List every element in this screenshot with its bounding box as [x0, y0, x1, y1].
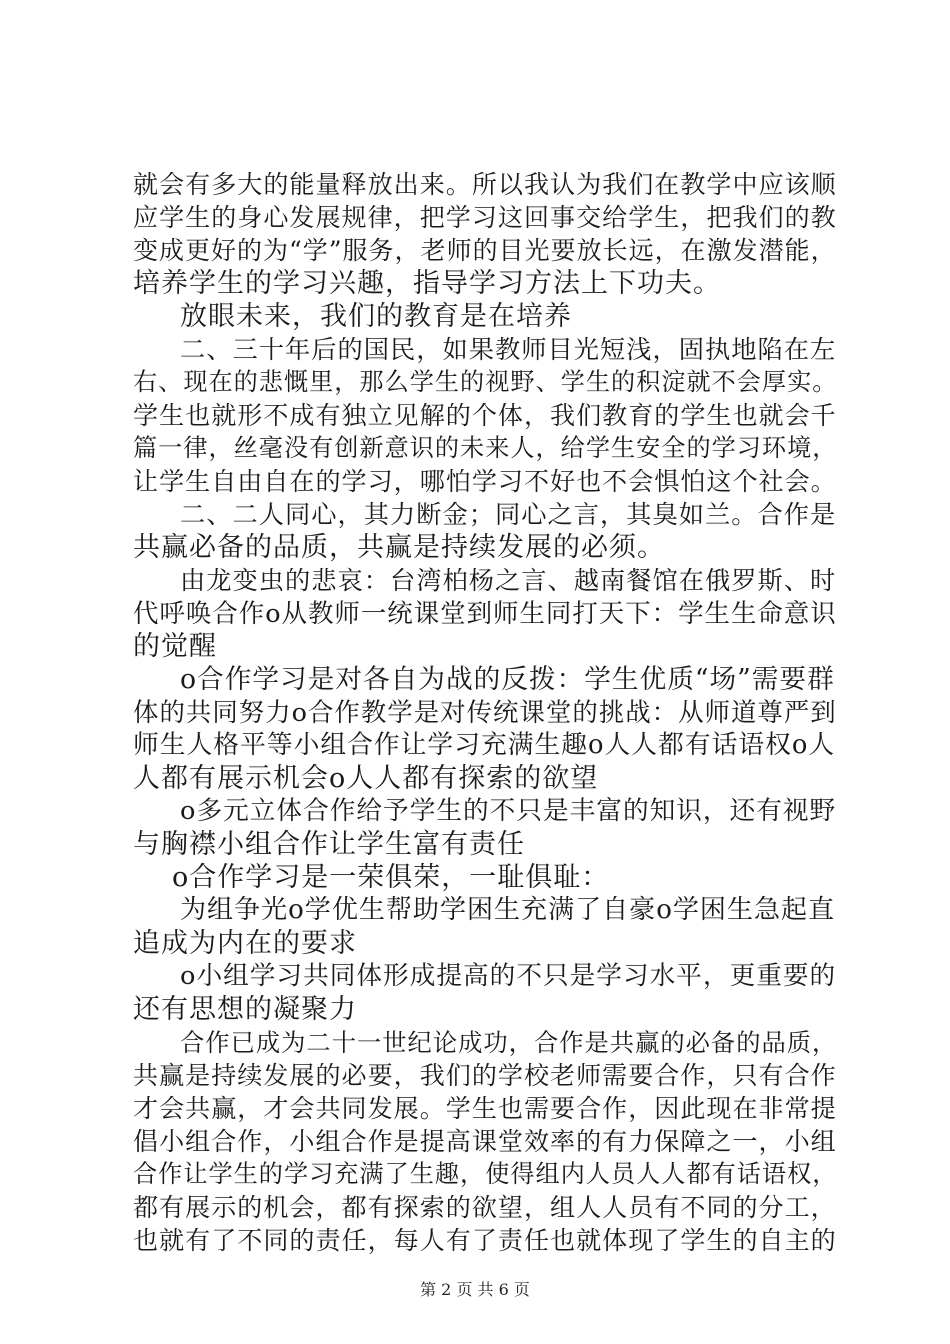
- text-line: 合作让学生的学习充满了生趣，使得组内人员人人都有话语权，: [133, 1160, 838, 1188]
- text-line: 学生也就形不成有独立见解的个体，我们教育的学生也就会千: [133, 401, 837, 430]
- text-line: 由龙变虫的悲哀：台湾柏杨之言、越南餐馆在俄罗斯、时: [180, 566, 837, 595]
- text-line: o多元立体合作给予学生的不只是丰富的知识，还有视野: [180, 796, 837, 826]
- text-line: 合作已成为二十一世纪论成功，合作是共赢的必备的品质，: [180, 1028, 838, 1057]
- text-line: 变成更好的为“学”服务，老师的目光要放长远，在激发潜能，: [133, 236, 837, 265]
- text-line: 应学生的身心发展规律，把学习这回事交给学生，把我们的教: [133, 203, 837, 232]
- text-line: 让学生自由自在的学习，哪怕学习不好也不会惧怕这个社会。: [133, 467, 837, 496]
- text-line: 代呼唤合作o从教师一统课堂到师生同打天下：学生生命意识: [133, 598, 837, 628]
- text-line: 与胸襟小组合作让学生富有责任: [133, 829, 525, 860]
- text-line: 共赢必备的品质，共赢是持续发展的必须。: [133, 532, 665, 563]
- text-line: 就会有多大的能量释放出来。所以我认为我们在教学中应该顺: [133, 170, 837, 199]
- text-line: 还有思想的凝聚力: [133, 994, 357, 1025]
- text-line: 右、现在的悲慨里，那么学生的视野、学生的积淀就不会厚实。: [133, 368, 838, 396]
- text-line: 体的共同努力o合作教学是对传统课堂的挑战：从师道尊严到: [133, 697, 837, 727]
- text-line: o合作学习是对各自为战的反拨：学生优质“场”需要群: [180, 664, 835, 695]
- text-line: 篇一律，丝毫没有创新意识的未来人，给学生安全的学习环境，: [133, 434, 838, 462]
- text-line: o小组学习共同体形成提高的不只是学习水平，更重要的: [180, 961, 837, 991]
- text-line: 也就有了不同的责任，每人有了责任也就体现了学生的自主的: [133, 1226, 837, 1255]
- text-line: 共赢是持续发展的必要，我们的学校老师需要合作，只有合作: [133, 1061, 837, 1090]
- text-line: 二、二人同心，其力断金；同心之言，其臭如兰。合作是: [180, 500, 837, 529]
- text-line: 培养学生的学习兴趣，指导学习方法上下功夫。: [133, 268, 721, 299]
- page-footer: 第 2 页 共 6 页: [420, 1280, 530, 1299]
- text-line: 都有展示的机会，都有探索的欲望，组人人员有不同的分工，: [133, 1193, 837, 1222]
- text-line: 倡小组合作，小组合作是提高课堂效率的有力保障之一，小组: [133, 1127, 837, 1156]
- text-line: 的觉醒: [133, 631, 217, 662]
- text-line: 放眼未来，我们的教育是在培养: [180, 301, 572, 332]
- text-line: o合作学习是一荣俱荣，一耻俱耻：: [172, 862, 610, 893]
- text-line: 追成为内在的要求: [133, 928, 357, 959]
- text-line: 师生人格平等小组合作让学习充满生趣o人人都有话语权o人: [133, 730, 836, 760]
- text-line: 为组争光o学优生帮助学困生充满了自豪o学困生急起直: [180, 895, 836, 925]
- text-line: 二、三十年后的国民，如果教师目光短浅，固执地陷在左: [180, 335, 837, 364]
- text-line: 才会共赢，才会共同发展。学生也需要合作，因此现在非常提: [133, 1094, 837, 1123]
- text-line: 人都有展示机会o人人都有探索的欲望: [133, 763, 599, 794]
